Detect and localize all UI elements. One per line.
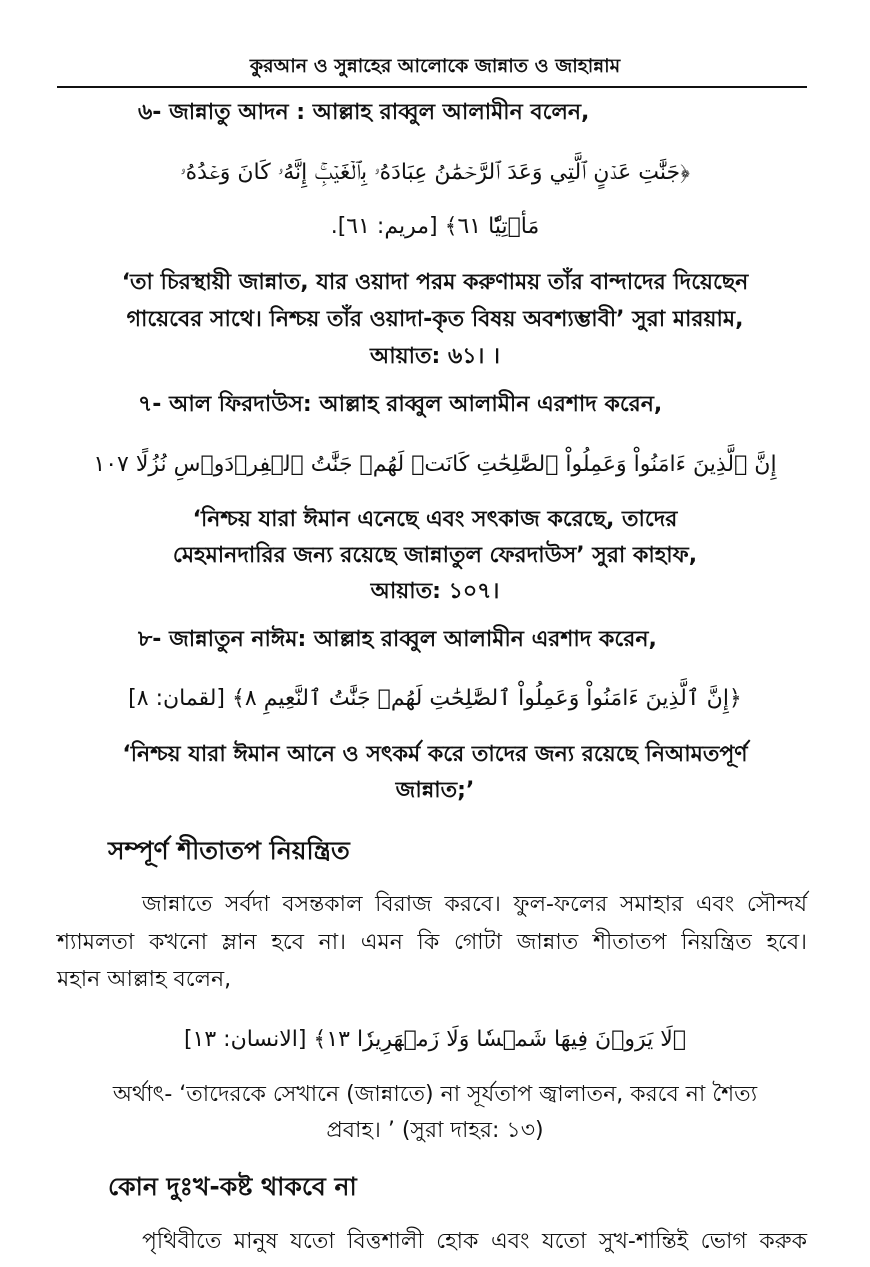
item-7-arabic-line-1: إِنَّ ٱلَّذِينَ ءَامَنُواْ وَعَمِلُواْ ٱلصَّٰلِحَٰتِ كَانَتۡ لَهُمۡ جَنَّٰتُ ٱلۡفِرۡدَوۡسِ نُزُلًا ١٠٧ bbox=[93, 452, 777, 477]
item-6-translation-line-2: গায়েবের সাথে। নিশ্চয় তাঁর ওয়াদা-কৃত বিষয় অবশ্যম্ভাবী’ সুরা মারয়াম, bbox=[126, 307, 744, 332]
item-6-arabic-line-2: مَأۡتِيّٗا ٦١﴾ [مريم: ٦١]. bbox=[330, 214, 540, 239]
section-1-paragraph-line-3: মহান আল্লাহ বলেন, bbox=[57, 967, 232, 992]
section-title-air-conditioned: সম্পূর্ণ শীতাতপ নিয়ন্ত্রিত bbox=[108, 836, 350, 865]
item-8-arabic-line-1: ﴿إِنَّ ٱلَّذِينَ ءَامَنُواْ وَعَمِلُواْ ٱلصَّٰلِحَٰتِ لَهُمۡ جَنَّٰتُ ٱلنَّعِيمِ ٨﴾ [لقمان: ٨] bbox=[128, 686, 742, 711]
section-1-arabic: ﴿لَا يَرَوۡنَ فِيهَا شَمۡسٗا وَلَا زَمۡهَرِيرٗا ١٣﴾ [الانسان: ١٣] bbox=[183, 1027, 687, 1052]
section-title-no-hardship: কোন দুঃখ-কষ্ট থাকবে না bbox=[108, 1172, 357, 1201]
section-1-translation-line-1: অর্থাৎ- ‘তাদেরকে সেখানে (জান্নাতে) না সূর্যতাপ জ্বালাতন, করবে না শৈত্য bbox=[112, 1082, 758, 1107]
item-6-heading: ৬- জান্নাতু আদন : আল্লাহ রাব্বুল আলামীন বলেন, bbox=[138, 100, 590, 125]
item-7-translation-line-3: আয়াত: ১০৭। bbox=[370, 579, 500, 604]
item-8-heading: ৮- জান্নাতুন নাঈম: আল্লাহ রাব্বুল আলামীন এরশাদ করেন, bbox=[138, 627, 657, 652]
section-1-paragraph-line-1: জান্নাতে সর্বদা বসন্তকাল বিরাজ করবে। ফুল-ফলের সমাহার এবং সৌন্দর্য bbox=[142, 892, 807, 917]
item-8-translation-line-2: জান্নাত;’ bbox=[395, 778, 475, 803]
section-2-paragraph-line-1: পৃথিবীতে মানুষ যতো বিত্তশালী হোক এবং যতো সুখ-শান্তিই ভোগ করুক bbox=[142, 1229, 807, 1254]
header-rule bbox=[57, 86, 807, 88]
item-6-translation-line-3: আয়াত: ৬১। । bbox=[370, 344, 500, 369]
item-6-translation-line-1: ‘তা চিরস্থায়ী জান্নাত, যার ওয়াদা পরম করুণাময় তাঁর বান্দাদের দিয়েছেন bbox=[121, 270, 749, 295]
section-1-paragraph-line-2: শ্যামলতা কখনো ম্লান হবে না। এমন কি গোটা জান্নাত শীতাতপ নিয়ন্ত্রিত হবে। bbox=[57, 930, 807, 955]
item-8-translation-line-1: ‘নিশ্চয় যারা ঈমান আনে ও সৎকর্ম করে তাদের জন্য রয়েছে নিআমতপূর্ণ bbox=[122, 742, 748, 767]
running-title: কুরআন ও সুন্নাহের আলোকে জান্নাত ও জাহান্নাম bbox=[249, 55, 621, 77]
item-7-translation-line-2: মেহমানদারির জন্য রয়েছে জান্নাতুল ফেরদাউস’ সুরা কাহাফ, bbox=[172, 543, 698, 568]
item-7-translation-line-1: ‘নিশ্চয় যারা ঈমান এনেছে এবং সৎকাজ করেছে, তাদের bbox=[192, 507, 678, 532]
section-1-translation-line-2: প্রবাহ। ’ (সুরা দাহর: ১৩) bbox=[326, 1118, 544, 1143]
item-6-arabic-line-1: ﴿جَنَّٰتِ عَدۡنٍ ٱلَّتِي وَعَدَ ٱلرَّحۡمَٰنُ عِبَادَهُۥ بِٱلۡغَيۡبِۚ إِنَّهُۥ كَانَ وَعۡدُهُۥ bbox=[180, 160, 690, 185]
item-7-heading: ৭- আল ফিরদাউস: আল্লাহ রাব্বুল আলামীন এরশাদ করেন, bbox=[138, 392, 663, 417]
